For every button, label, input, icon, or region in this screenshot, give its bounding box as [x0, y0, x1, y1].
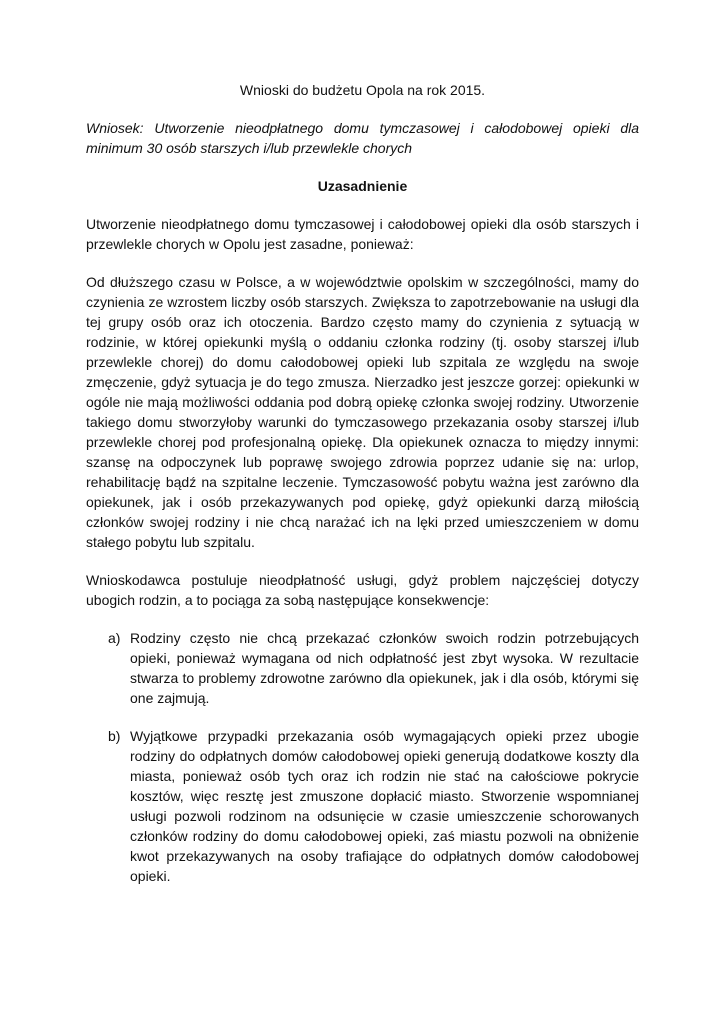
list-item-text: Wyjątkowe przypadki przekazania osób wymagających opieki przez ubogie rodziny do odpłatnych domów całodobowej opieki generują dodatkowe koszty dla miasta, ponieważ osób tych oraz ich rodzin nie stać na całościowe pokrycie kosztów, więc resztę jest zmuszone dopłacić miasto. Stworzenie wspomnianej usługi pozwoli rodzinom na odsunięcie w czasie umieszczenie schorowanych członków rodziny do domu całodobowej opieki, zaś miastu pozwoli na obniżenie kwot przekazywanych na osoby trafiające do odpłatnych domów całodobowej opieki.	[130, 728, 639, 884]
list-marker: a)	[108, 630, 121, 646]
list-item-text: Rodziny często nie chcą przekazać członków swoich rodzin potrzebujących opieki, ponieważ wymagana od nich odpłatność jest zbyt wysoka. W rezultacie stwarza to problemy zdrowotne zarówno dla opiekunek, jak i dla osób, którymi się one zajmują.	[130, 630, 639, 706]
proposal-heading: Wniosek: Utworzenie nieodpłatnego domu tymczasowej i całodobowej opieki dla minimum 30 osób starszych i/lub przewlekle chorych	[86, 120, 639, 156]
list-item	[86, 726, 639, 886]
body-paragraph: Od dłuższego czasu w Polsce, a w województwie opolskim w szczególności, mamy do czynienia ze wzrostem liczby osób starszych. Zwiększa to zapotrzebowanie na usługi dla tej grupy osób oraz ich otoczenia. Bardzo często mamy do czynienia z sytuacją w rodzinie, w której opiekunki myślą o oddaniu członka rodziny (tj. osoby starszej i/lub przewlekle chorej) do domu całodobowej opieki lub szpitala ze względu na swoje zmęczenie, gdyż sytuacja je do tego zmusza. Nierzadko jest jeszcze gorzej: opiekunki w ogóle nie mają możliwości oddania pod dobrą opiekę członka swojej rodziny. Utworzenie takiego domu stworzyłoby warunki do tymczasowego przekazania osoby starszej i/lub przewlekle chorej pod profesjonalną opiekę. Dla opiekunek oznacza to między innymi: szansę na odpoczynek lub poprawę swojego zdrowia poprzez udanie się na: urlop, rehabilitację bądź na szpitalne leczenie. Tymczasowość pobytu ważna jest zarówno dla opiekunek, jak i osób przekazywanych pod opiekę, gdyż opiekunki darzą miłością członków swojej rodziny i nie chcą narażać ich na lęki przed umieszczeniem w domu stałego pobytu lub szpitalu.	[86, 274, 639, 550]
section-title: Uzasadnienie	[317, 178, 408, 194]
consequences-paragraph: Wnioskodawca postuluje nieodpłatność usługi, gdyż problem najczęściej dotyczy ubogich rodzin, a to pociąga za sobą następujące konsekwencje:	[86, 572, 639, 608]
list-item	[86, 628, 639, 708]
document-title: Wnioski do budżetu Opola na rok 2015.	[239, 82, 486, 98]
consequences-list	[86, 628, 639, 886]
intro-paragraph: Utworzenie nieodpłatnego domu tymczasowej i całodobowej opieki dla osób starszych i przewlekle chorych w Opolu jest zasadne, ponieważ:	[86, 216, 639, 252]
list-marker: b)	[108, 728, 121, 744]
